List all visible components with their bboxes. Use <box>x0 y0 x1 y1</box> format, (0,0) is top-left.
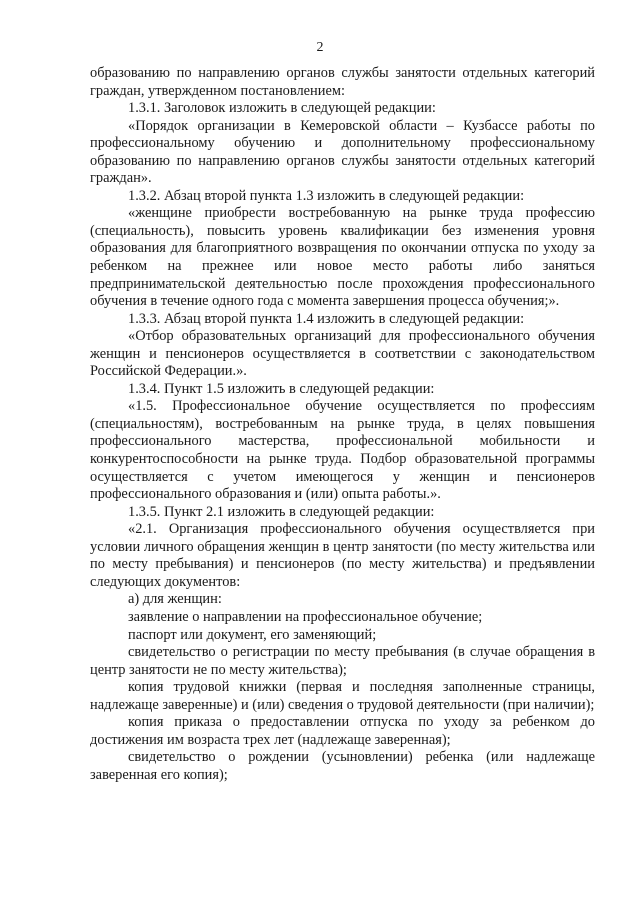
document-body <box>90 65 595 784</box>
paragraph: заявление о направлении на профессиональное обучение; <box>128 608 483 625</box>
paragraph: «Порядок организации в Кемеровской области – Кузбассе работы по профессиональному обучению и дополнительному профессиональному образованию по направлению органов службы занятости отдельных категорий граждан». <box>90 117 595 187</box>
paragraph: 1.3.3. Абзац второй пункта 1.4 изложить в следующей редакции: <box>128 310 525 327</box>
paragraph: а) для женщин: <box>128 591 222 608</box>
paragraph: «1.5. Профессиональное обучение осуществляется по профессиям (специальностям), востребованным на рынке труда, в целях повышения профессионального мастерства, профессиональной мобильности и конкурентоспособности на рынке труда. Подбор образовательной программы осуществляется с учетом имеющегося у женщин и пенсионеров профессионального образования и (или) опыта работы.». <box>90 398 595 503</box>
paragraph: «Отбор образовательных организаций для профессионального обучения женщин и пенсионеров осуществляется в соответствии с законодательством Российской Федерации.». <box>90 328 595 380</box>
paragraph: паспорт или документ, его заменяющий; <box>128 626 377 643</box>
paragraph: «женщине приобрести востребованную на рынке труда профессию (специальность), повысить уровень квалификации без изменения уровня образования для благоприятного возвращения по окончании отпуска по уходу за ребенком на прежнее или новое место работы либо заняться предпринимательской деятельностью после прохождения профессионального обучения в течение одного года с момента завершения процесса обучения;». <box>90 205 595 310</box>
paragraph: 1.3.4. Пункт 1.5 изложить в следующей редакции: <box>128 380 435 397</box>
paragraph: 1.3.2. Абзац второй пункта 1.3 изложить в следующей редакции: <box>128 187 525 204</box>
paragraph: 1.3.1. Заголовок изложить в следующей редакции: <box>128 100 436 117</box>
paragraph: копия трудовой книжки (первая и последняя заполненные страницы, надлежаще заверенные) и (или) сведения о трудовой деятельности (при наличии); <box>90 679 595 713</box>
paragraph: 1.3.5. Пункт 2.1 изложить в следующей редакции: <box>128 503 435 520</box>
paragraph: «2.1. Организация профессионального обучения осуществляется при условии личного обращения женщин в центр занятости (по месту жительства или по месту пребывания) и пенсионеров (по месту жительства) и предъявлении следующих документов: <box>90 521 595 590</box>
paragraph: копия приказа о предоставлении отпуска по уходу за ребенком до достижения им возраста трех лет (надлежаще заверенная); <box>90 714 595 748</box>
paragraph: свидетельство о регистрации по месту пребывания (в случае обращения в центр занятости не по месту жительства); <box>90 644 595 678</box>
page-number: 2 <box>316 40 324 55</box>
paragraph: свидетельство о рождении (усыновлении) ребенка (или надлежаще заверенная его копия); <box>90 749 595 783</box>
paragraph: образованию по направлению органов службы занятости отдельных категорий граждан, утвержденном постановлением: <box>90 65 595 99</box>
